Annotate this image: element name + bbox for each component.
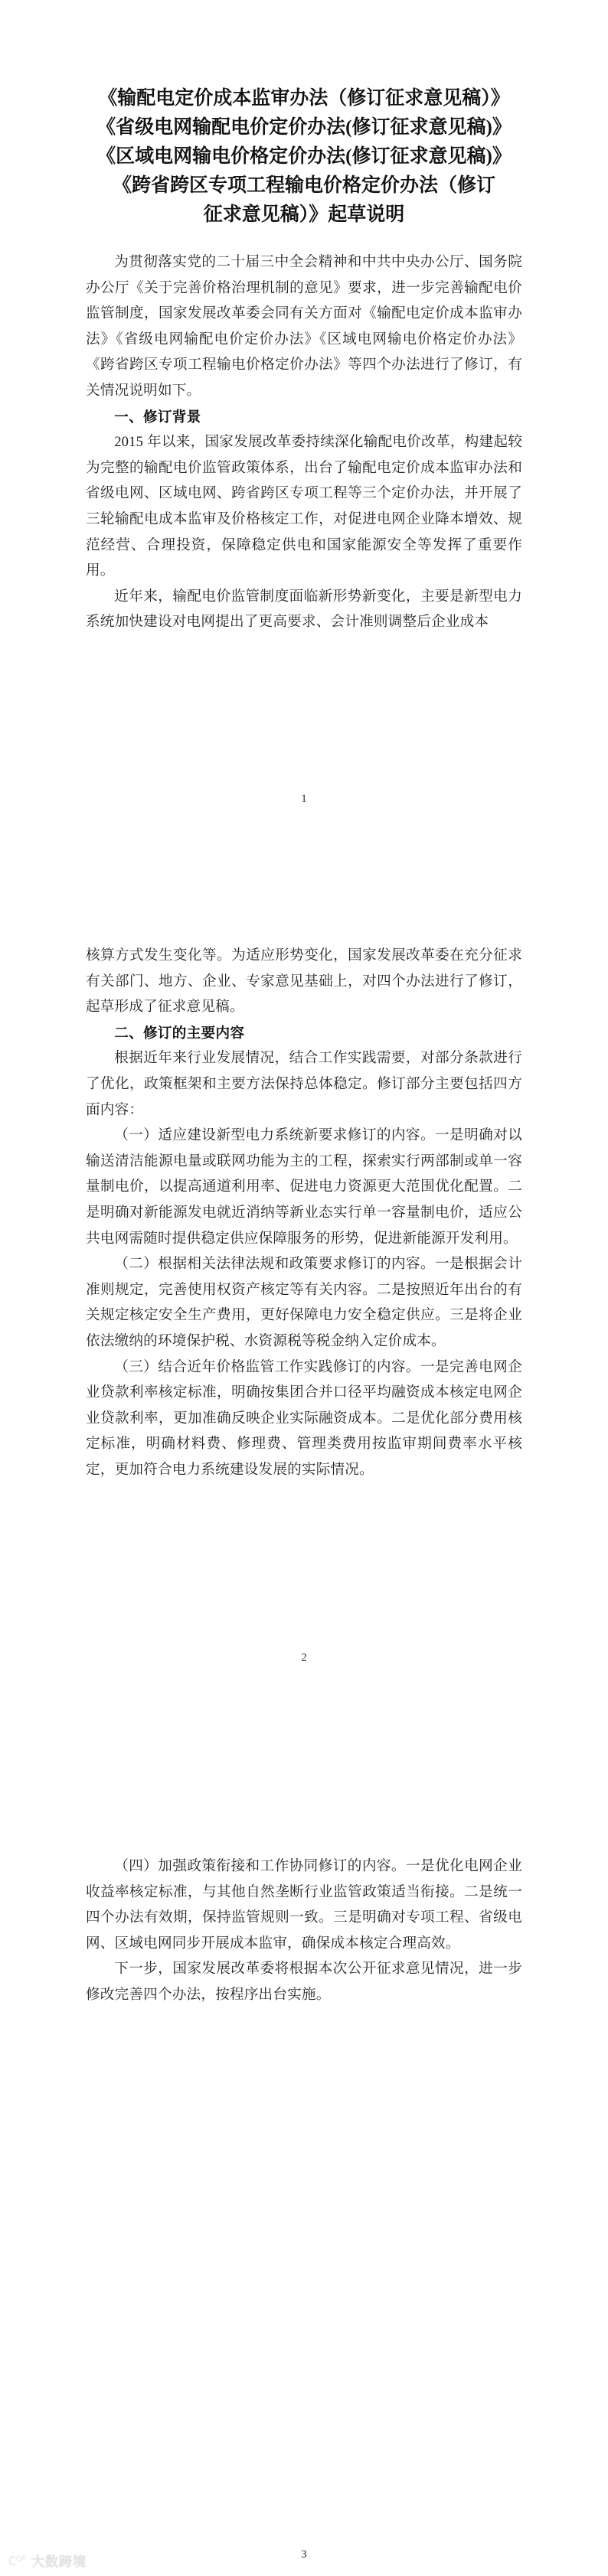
page-number-3: 3 <box>301 2548 307 2561</box>
title-line-5: 征求意见稿）》起草说明 <box>203 204 405 225</box>
paragraph-background-1: 2015 年以来，国家发展改革委持续深化输配电价改革，构建起较为完整的输配电价监管政策体系，出台了输配电定价成本监审办法和省级电网、区域电网、跨省跨区专项工程等三个定价办法，并开展了三轮输配电成本监审及价格核定工作，对促进电网企业降本增效、规范经营、合理投资，保障稳定供电和国家能源安全等发挥了重要作用。 <box>86 434 522 579</box>
page-number-2: 2 <box>301 1652 307 1664</box>
title-spacer <box>86 234 522 249</box>
page-number-1: 1 <box>301 793 307 805</box>
paragraph-item-one: （一）适应建设新型电力系统新要求修订的内容。一是明确对以输送清洁能源电量或联网功能为主的工程，探索实行两部制或单一容量制电价，以提高通道利用率、促进电力资源更大范围优化配置。二是明确对新能源发电就近消纳等新业态实行单一容量制电价，适应公共电网需随时提供稳定供应保障服务的形势，促进新能源开发利用。 <box>86 1127 522 1247</box>
page-3-content <box>86 1854 522 2008</box>
paragraph-intro: 为贯彻落实党的二十届三中全会精神和中共中央办公厅、国务院办公厅《关于完善价格治理机制的意见》要求，进一步完善输配电价监管制度，国家发展改革委会同有关方面对《输配电定价成本监审办法》《省级电网输配电价定价办法》《区域电网输电价格定价办法》《跨省跨区专项工程输电价格定价办法》等四个办法进行了修订，有关情况说明如下。 <box>86 254 522 399</box>
document-page-2 <box>0 859 608 1717</box>
title-line-2: 《省级电网输配电价定价办法(修订征求意见稿)》 <box>96 117 512 138</box>
document-page-3 <box>0 1717 608 2576</box>
paragraph-next-steps: 下一步，国家发展改革委将根据本次公开征求意见情况，进一步修改完善四个办法，按程序出台实施。 <box>86 1961 522 2003</box>
page-1-content <box>86 84 522 635</box>
title-line-3: 《区域电网输电价格定价办法(修订征求意见稿)》 <box>96 146 512 167</box>
title-line-4: 《跨省跨区专项工程输电价格定价办法（修订 <box>112 175 495 196</box>
paragraph-item-three: （三）结合近年价格监管工作实践修订的内容。一是完善电网企业贷款利率核定标准，明确按集团合并口径平均融资成本核定电网企业贷款利率，更加准确反映企业实际融资成本。二是优化部分费用核定标准，明确材料费、修理费、管理类费用按监审期间费率水平核定，更加符合电力系统建设发展的实际情况。 <box>86 1358 522 1478</box>
page-2-content <box>86 943 522 1482</box>
heading-revision-background: 一、修订背景 <box>114 408 201 425</box>
title-line-1: 《输配电定价成本监审办法（修订征求意见稿）》 <box>98 88 510 109</box>
paragraph-item-four: （四）加强政策衔接和工作协同修订的内容。一是优化电网企业收益率核定标准，与其他自然垄断行业监管政策适当衔接。二是统一四个办法有效期，保持监管规则一致。三是明确对专项工程、省级电网、区域电网同步开展成本监审，确保成本核定合理高效。 <box>86 1858 522 1952</box>
watermark-text: 大数跨境 <box>31 2555 87 2569</box>
paragraph-contents-intro: 根据近年来行业发展情况，结合工作实践需要，对部分条款进行了优化，政策框架和主要方法保持总体稳定。修订部分主要包括四方面内容： <box>86 1050 522 1118</box>
paragraph-background-2: 近年来，输配电价监管制度面临新形势新变化，主要是新型电力系统加快建设对电网提出了更高要求、会计准则调整后企业成本 <box>86 588 522 631</box>
paragraph-background-2-continued: 核算方式发生变化等。为适应形势变化，国家发展改革委在充分征求有关部门、地方、企业、专家意见基础上，对四个办法进行了修订，起草形成了征求意见稿。 <box>86 947 522 1016</box>
document-page-1 <box>0 0 608 859</box>
paragraph-item-two: （二）根据相关法律法规和政策要求修订的内容。一是根据会计准则规定，完善使用权资产核定等有关内容。二是按照近年出台的有关规定核定安全生产费用，更好保障电力安全稳定供应。三是将企业依法缴纳的环境保护税、水资源税等税金纳入定价成本。 <box>86 1256 522 1349</box>
heading-main-contents: 二、修订的主要内容 <box>114 1024 245 1041</box>
page-title <box>86 84 522 230</box>
